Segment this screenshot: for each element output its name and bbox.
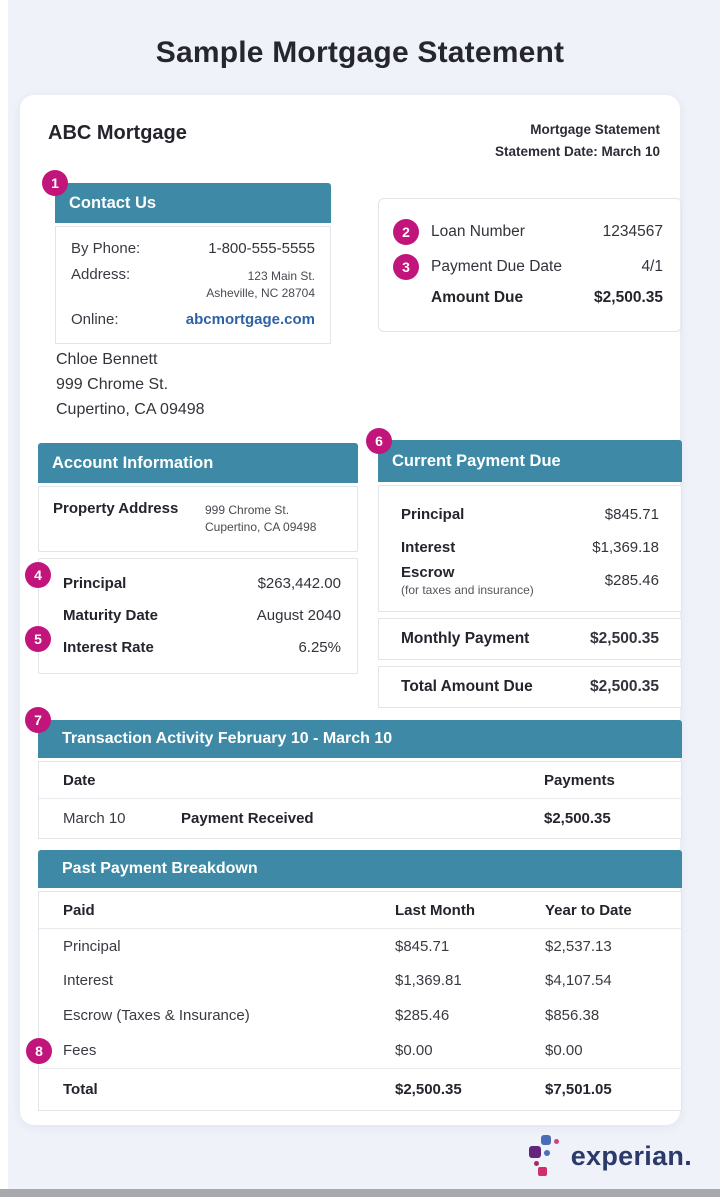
- cpd-principal-label: Principal: [401, 506, 465, 523]
- address-label: Address:: [71, 266, 131, 283]
- property-line2: Cupertino, CA 09498: [205, 520, 317, 534]
- transaction-date: March 10: [63, 810, 126, 827]
- interest-rate-value: 6.25%: [298, 638, 341, 656]
- pp-interest-row: [39, 963, 681, 998]
- address-line1: 123 Main St.: [247, 269, 315, 283]
- amount-due-label: Amount Due: [431, 289, 524, 306]
- cpd-interest-value: $1,369.18: [592, 539, 659, 556]
- due-date-row: [393, 254, 663, 280]
- col-payments: Payments: [544, 771, 615, 789]
- amount-due-row: [393, 289, 663, 307]
- contact-us-section: [51, 175, 331, 344]
- pp-escrow-row: [39, 998, 681, 1033]
- pp-fees-ytd: $0.00: [545, 1042, 583, 1059]
- page-title: Sample Mortgage Statement: [155, 36, 565, 69]
- maturity-date-value: August 2040: [256, 606, 341, 624]
- page-left-margin: [0, 0, 8, 1197]
- col-last-month: Last Month: [395, 901, 475, 919]
- account-detail-rows: [38, 558, 358, 674]
- statement-card: [20, 95, 680, 1125]
- loan-summary-box: [378, 198, 682, 332]
- monthly-payment-value: $2,500.35: [590, 630, 659, 647]
- pp-total-row: [39, 1068, 681, 1110]
- cpd-escrow-sublabel: (for taxes and insurance): [401, 583, 534, 597]
- pp-total-last-month: $2,500.35: [395, 1081, 462, 1098]
- pp-escrow-label: Escrow (Taxes & Insurance): [63, 1007, 250, 1024]
- cpd-escrow-row: [401, 564, 659, 597]
- cpd-escrow-value: $285.46: [604, 572, 659, 589]
- past-payment-header-row: [39, 892, 681, 928]
- experian-wordmark: experian.: [570, 1140, 692, 1171]
- transaction-description: Payment Received: [181, 810, 314, 827]
- past-payment-table: [35, 891, 682, 1111]
- contact-us-header: Contact Us: [55, 183, 331, 223]
- pp-total-label: Total: [63, 1081, 98, 1098]
- pp-principal-row: [39, 928, 681, 963]
- current-payment-rows: [378, 485, 682, 612]
- borrower-address-block: [56, 347, 205, 422]
- due-date-label: Payment Due Date: [431, 258, 562, 275]
- pp-fees-label: Fees: [63, 1042, 97, 1059]
- transaction-amount: $2,500.35: [544, 810, 611, 827]
- cpd-interest-label: Interest: [401, 539, 456, 556]
- pp-principal-ytd: $2,537.13: [545, 937, 612, 955]
- lender-name: ABC Mortgage: [48, 122, 187, 144]
- principal-value: $263,442.00: [257, 574, 341, 592]
- callout-badge-7: 7: [25, 707, 51, 733]
- transaction-table: [38, 761, 682, 839]
- col-date: Date: [63, 771, 96, 789]
- property-address-row: [38, 486, 358, 552]
- callout-badge-5: 5: [25, 626, 51, 652]
- cpd-principal-value: $845.71: [604, 506, 659, 523]
- transaction-activity-section: [34, 712, 682, 839]
- total-amount-due-label: Total Amount Due: [401, 678, 533, 695]
- maturity-date-row: [63, 599, 341, 631]
- due-date-value: 4/1: [641, 258, 663, 275]
- pp-escrow-ytd: $856.38: [545, 1007, 600, 1024]
- interest-rate-row: [63, 631, 341, 663]
- callout-badge-6: 6: [366, 428, 392, 454]
- past-payment-breakdown-section: [35, 850, 682, 1111]
- principal-row: [63, 567, 341, 599]
- pp-fees-row: [39, 1033, 681, 1068]
- current-payment-due-header: Current Payment Due: [378, 440, 682, 482]
- contact-address-row: [71, 266, 315, 302]
- transaction-activity-header: Transaction Activity February 10 - March 10: [38, 720, 682, 758]
- pp-interest-last-month: $1,369.81: [395, 972, 462, 989]
- col-paid: Paid: [63, 901, 95, 919]
- property-line1: 999 Chrome St.: [205, 503, 290, 517]
- total-amount-due-row: [378, 666, 682, 708]
- callout-badge-8: 8: [26, 1038, 52, 1064]
- maturity-date-label: Maturity Date: [63, 606, 159, 624]
- monthly-payment-label: Monthly Payment: [401, 630, 530, 647]
- pp-interest-ytd: $4,107.54: [545, 972, 612, 989]
- callout-badge-2: 2: [393, 219, 419, 245]
- cpd-interest-row: [401, 531, 659, 564]
- account-information-section: [34, 443, 358, 674]
- statement-date: Statement Date: March 10: [494, 144, 660, 159]
- transaction-row: [39, 798, 681, 838]
- website-link[interactable]: abcmortgage.com: [185, 311, 315, 328]
- cpd-escrow-label: Escrow: [401, 564, 455, 581]
- amount-due-value: $2,500.35: [594, 289, 663, 306]
- transaction-header-row: [39, 762, 681, 798]
- experian-logo: [528, 1133, 692, 1179]
- statement-doc-type: Mortgage Statement: [530, 122, 660, 137]
- page-bottom-edge: [0, 1189, 720, 1197]
- pp-total-ytd: $7,501.05: [545, 1081, 612, 1098]
- property-address-value: [205, 500, 316, 536]
- loan-number-row: [393, 219, 663, 245]
- total-amount-due-value: $2,500.35: [590, 678, 659, 695]
- experian-dots-icon: [528, 1133, 566, 1179]
- principal-label: Principal: [63, 574, 127, 592]
- callout-badge-1: 1: [42, 170, 68, 196]
- col-year-to-date: Year to Date: [545, 901, 632, 919]
- online-label: Online:: [71, 311, 119, 328]
- past-payment-header: Past Payment Breakdown: [38, 850, 682, 888]
- monthly-payment-row: [378, 618, 682, 660]
- address-line2: Asheville, NC 28704: [206, 286, 315, 300]
- contact-online-row: [71, 311, 315, 328]
- address-value: [206, 266, 315, 302]
- phone-label: By Phone:: [71, 240, 141, 257]
- loan-number-value: 1234567: [602, 223, 663, 240]
- property-address-label: Property Address: [53, 500, 179, 517]
- borrower-name: Chloe Bennett: [56, 351, 158, 368]
- pp-fees-last-month: $0.00: [395, 1042, 433, 1059]
- borrower-address-line2: Cupertino, CA 09498: [56, 401, 205, 418]
- pp-principal-last-month: $845.71: [395, 937, 450, 955]
- cpd-principal-row: [401, 498, 659, 531]
- pp-interest-label: Interest: [63, 972, 114, 989]
- callout-badge-3: 3: [393, 254, 419, 280]
- loan-number-label: Loan Number: [431, 223, 525, 240]
- pp-principal-label: Principal: [63, 937, 121, 955]
- interest-rate-label: Interest Rate: [63, 638, 154, 656]
- contact-phone-row: [71, 240, 315, 257]
- borrower-address-line1: 999 Chrome St.: [56, 376, 169, 393]
- phone-value: 1-800-555-5555: [208, 240, 315, 257]
- pp-escrow-last-month: $285.46: [395, 1007, 450, 1024]
- callout-badge-4: 4: [25, 562, 51, 588]
- account-information-header: Account Information: [38, 443, 358, 483]
- statement-meta: [495, 119, 660, 163]
- contact-us-body: [55, 226, 331, 344]
- current-payment-due-section: [375, 433, 682, 708]
